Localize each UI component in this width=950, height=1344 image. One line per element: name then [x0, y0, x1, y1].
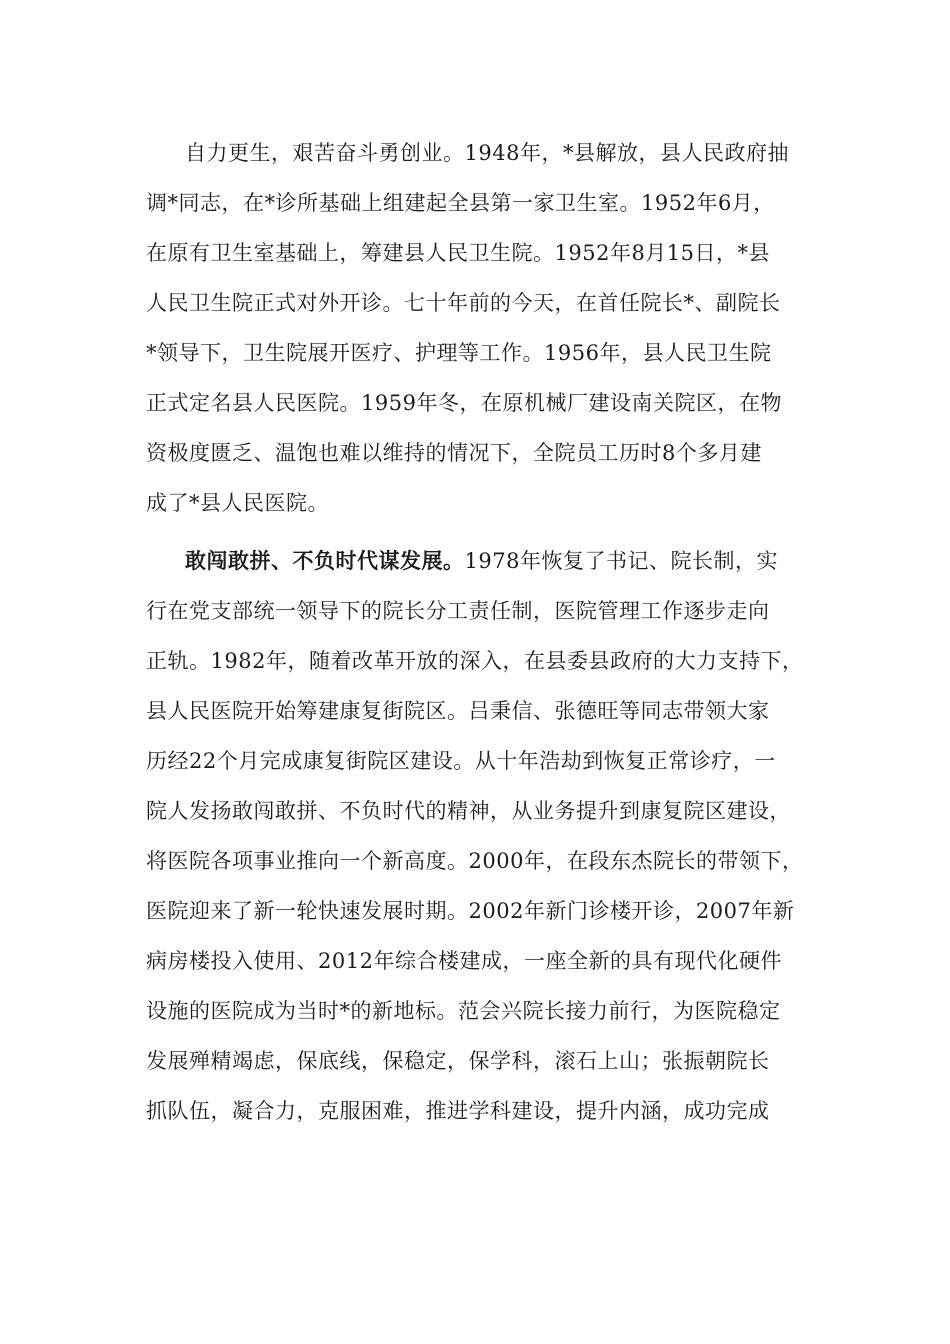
paragraph-2-first-line-text: 1978年恢复了书记、院长制，实	[464, 549, 778, 573]
paragraph-1-line: 资极度匮乏、温饱也难以维持的情况下，全院员工历时8个多月建	[146, 441, 762, 465]
paragraph-2-first-line	[185, 536, 778, 586]
paragraph-1-line: *领导下，卫生院展开医疗、护理等工作。1956年，县人民卫生院	[146, 341, 772, 365]
paragraph-2-line: 正轨。1982年，随着改革开放的深入，在县委县政府的大力支持下，	[146, 649, 804, 673]
paragraph-2-heading: 敢闯敢拼、不负时代谋发展。	[185, 548, 465, 573]
paragraph-2-line: 县人民医院开始筹建康复街院区。吕秉信、张德旺等同志带领大家	[146, 699, 770, 723]
paragraph-1-line: 自力更生，艰苦奋斗勇创业。1948年，*县解放，县人民政府抽	[185, 141, 789, 165]
paragraph-2-line: 历经22个月完成康复街院区建设。从十年浩劫到恢复正常诊疗，一	[146, 749, 776, 773]
paragraph-2-line: 将医院各项事业推向一个新高度。2000年，在段东杰院长的带领下，	[146, 849, 804, 873]
paragraph-2-line: 医院迎来了新一轮快速发展时期。2002年新门诊楼开诊，2007年新	[146, 899, 795, 923]
paragraph-2-line: 院人发扬敢闯敢拼、不负时代的精神，从业务提升到康复院区建设，	[146, 799, 791, 823]
paragraph-2-line: 发展殚精竭虑，保底线，保稳定，保学科，滚石上山；张振朝院长	[146, 1049, 770, 1073]
paragraph-1-line: 调*同志，在*诊所基础上组建起全县第一家卫生室。1952年6月，	[146, 191, 775, 215]
paragraph-2-line: 行在党支部统一领导下的院长分工责任制，医院管理工作逐步走向	[146, 599, 770, 623]
paragraph-2-line: 抓队伍，凝合力，克服困难，推进学科建设，提升内涵，成功完成	[146, 1099, 770, 1123]
paragraph-1-line: 在原有卫生室基础上，筹建县人民卫生院。1952年8月15日，*县	[146, 241, 771, 265]
paragraph-2-line: 设施的医院成为当时*的新地标。范会兴院长接力前行，为医院稳定	[146, 999, 781, 1023]
paragraph-1-line: 人民卫生院正式对外开诊。七十年前的今天，在首任院长*、副院长	[146, 291, 781, 315]
paragraph-1-line: 成了*县人民医院。	[146, 491, 329, 515]
paragraph-1-line: 正式定名县人民医院。1959年冬，在原机械厂建设南关院区，在物	[146, 391, 782, 415]
paragraph-2-line: 病房楼投入使用、2012年综合楼建成，一座全新的具有现代化硬件	[146, 949, 782, 973]
